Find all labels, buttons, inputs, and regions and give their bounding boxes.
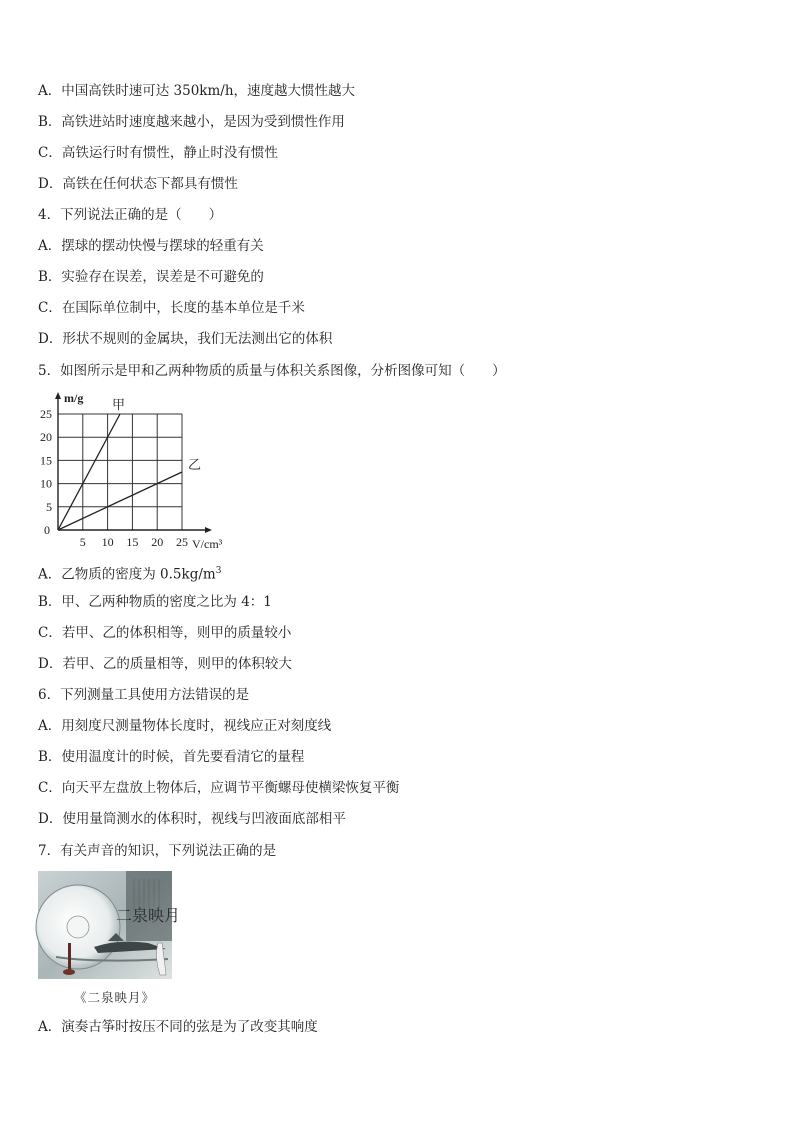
x-tick-label-10: 10 <box>101 535 114 549</box>
y-tick-label-25: 25 <box>40 407 52 421</box>
graph-series <box>58 414 182 530</box>
q7-option-a: A．演奏古筝时按压不同的弦是为了改变其响度 <box>38 1019 318 1035</box>
y-tick-label-15: 15 <box>40 453 52 468</box>
q4-stem: 4．下列说法正确的是（ ） <box>38 207 223 223</box>
series-line-1 <box>58 472 182 530</box>
y-tick-label-5: 5 <box>46 499 52 514</box>
q4-option-b: B．实验存在误差，误差是不可避免的 <box>38 269 264 285</box>
q3-option-d: D．高铁在任何状态下都具有惯性 <box>38 176 238 192</box>
origin-label: 0 <box>44 523 50 537</box>
y-axis-label: m/g <box>64 391 84 405</box>
q5-stem: 5．如图所示是甲和乙两种物质的质量与体积关系图像，分析图像可知（ ） <box>38 363 506 379</box>
mass-volume-graph <box>30 392 230 552</box>
q7-stem: 7．有关声音的知识，下列说法正确的是 <box>38 843 277 859</box>
x-tick-label-25: 25 <box>176 535 188 549</box>
series-label-yi: 乙 <box>188 457 202 472</box>
series-label-jia: 甲 <box>112 397 126 412</box>
q5-option-a-sup: 3 <box>215 566 222 576</box>
q6-option-b: B．使用温度计的时候，首先要看清它的量程 <box>38 749 305 765</box>
q4-option-a: A．摆球的摆动快慢与摆球的轻重有关 <box>38 238 264 254</box>
series-line-0 <box>58 414 120 530</box>
q3-option-c: C．高铁运行时有惯性，静止时没有惯性 <box>38 145 278 161</box>
q6-option-a: A．用刻度尺测量物体长度时，视线应正对刻度线 <box>38 718 332 734</box>
picture-title-text: 二泉映月 <box>116 906 181 925</box>
q5-option-a <box>38 562 221 584</box>
q5-option-a-text: A．乙物质的密度为 0.5kg/m <box>38 566 216 583</box>
q5-option-c: C．若甲、乙的体积相等，则甲的质量较小 <box>38 625 292 641</box>
graph-labels <box>40 391 223 551</box>
q4-option-d: D．形状不规则的金属块，我们无法测出它的体积 <box>38 331 333 347</box>
q4-option-c: C．在国际单位制中，长度的基本单位是千米 <box>38 300 305 316</box>
q3-option-a: A．中国高铁时速可达 350km/h，速度越大惯性越大 <box>38 83 356 99</box>
y-tick-label-20: 20 <box>40 430 52 445</box>
q5-option-b: B．甲、乙两种物质的密度之比为 4：1 <box>38 594 272 610</box>
graph-grid <box>58 414 182 530</box>
y-axis-arrow <box>55 392 61 399</box>
q6-option-d: D．使用量筒测水的体积时，视线与凹液面底部相平 <box>38 811 346 827</box>
erquan-yingyue-picture <box>38 871 181 979</box>
q5-option-d: D．若甲、乙的质量相等，则甲的体积较大 <box>38 656 292 672</box>
q3-option-b: B．高铁进站时速度越来越小，是因为受到惯性作用 <box>38 114 345 130</box>
picture-caption: 《二泉映月》 <box>74 990 156 1005</box>
x-axis-arrow <box>205 527 212 533</box>
q6-stem: 6．下列测量工具使用方法错误的是 <box>38 687 250 703</box>
x-axis-label: V/cm³ <box>192 537 223 551</box>
x-tick-label-20: 20 <box>151 535 164 549</box>
x-tick-label-5: 5 <box>79 535 86 549</box>
x-tick-label-15: 15 <box>126 535 139 549</box>
q6-option-c: C．向天平左盘放上物体后，应调节平衡螺母使横梁恢复平衡 <box>38 780 400 796</box>
y-tick-label-10: 10 <box>40 476 52 491</box>
